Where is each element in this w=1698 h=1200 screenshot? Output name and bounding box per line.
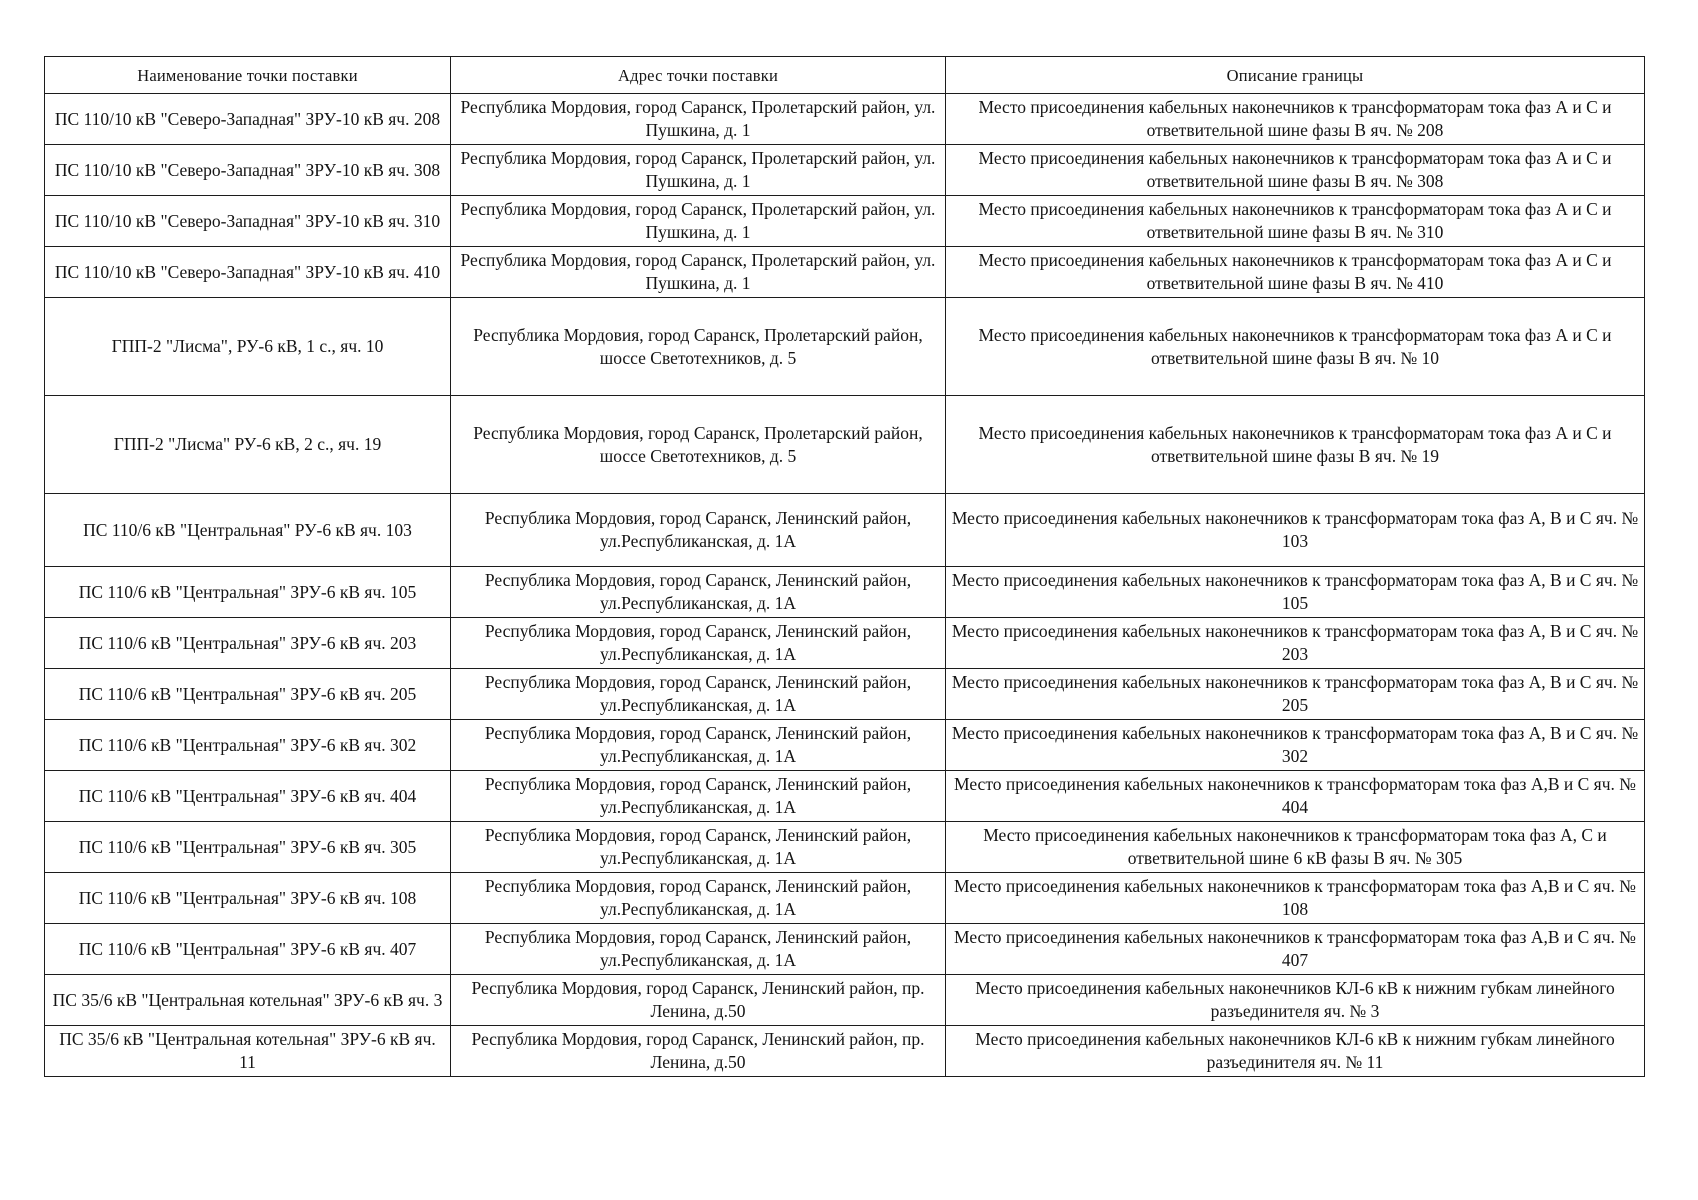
point-name-cell: ПС 110/10 кВ "Северо-Западная" ЗРУ-10 кВ яч. 410 <box>45 247 451 298</box>
table-row <box>45 196 1645 247</box>
point-name-cell: ПС 110/6 кВ "Центральная" ЗРУ-6 кВ яч. 105 <box>45 567 451 618</box>
point-name-cell: ГПП-2 "Лисма", РУ-6 кВ, 1 с., яч. 10 <box>45 298 451 396</box>
point-address-cell: Республика Мордовия, город Саранск, Ленинский район, ул.Республиканская, д. 1А <box>451 618 946 669</box>
point-address-cell: Республика Мордовия, город Саранск, Ленинский район, ул.Республиканская, д. 1А <box>451 669 946 720</box>
header-boundary-description: Описание границы <box>946 57 1645 94</box>
point-address-cell: Республика Мордовия, город Саранск, Пролетарский район, шоссе Светотехников, д. 5 <box>451 396 946 494</box>
boundary-description-cell: Место присоединения кабельных наконечников к трансформаторам тока фаз А,В и С яч. № 404 <box>946 771 1645 822</box>
header-point-address: Адрес точки поставки <box>451 57 946 94</box>
point-name-cell: ПС 110/10 кВ "Северо-Западная" ЗРУ-10 кВ яч. 310 <box>45 196 451 247</box>
table-row <box>45 873 1645 924</box>
point-name-cell: ПС 110/6 кВ "Центральная" ЗРУ-6 кВ яч. 407 <box>45 924 451 975</box>
boundary-description-cell: Место присоединения кабельных наконечников к трансформаторам тока фаз А и С и ответвительной шине фазы В яч. № 208 <box>946 94 1645 145</box>
boundary-description-cell: Место присоединения кабельных наконечников к трансформаторам тока фаз А, В и С яч. № 302 <box>946 720 1645 771</box>
point-address-cell: Республика Мордовия, город Саранск, Ленинский район, ул.Республиканская, д. 1А <box>451 494 946 567</box>
boundary-description-cell: Место присоединения кабельных наконечников к трансформаторам тока фаз А и С и ответвительной шине фазы В яч. № 308 <box>946 145 1645 196</box>
point-name-cell: ПС 110/6 кВ "Центральная" ЗРУ-6 кВ яч. 302 <box>45 720 451 771</box>
table-row <box>45 975 1645 1026</box>
point-name-cell: ПС 110/6 кВ "Центральная" ЗРУ-6 кВ яч. 205 <box>45 669 451 720</box>
boundary-description-cell: Место присоединения кабельных наконечников к трансформаторам тока фаз А, В и С яч. № 205 <box>946 669 1645 720</box>
table-row <box>45 494 1645 567</box>
table-row <box>45 567 1645 618</box>
table-row <box>45 298 1645 396</box>
point-address-cell: Республика Мордовия, город Саранск, Ленинский район, ул.Республиканская, д. 1А <box>451 771 946 822</box>
point-address-cell: Республика Мордовия, город Саранск, Ленинский район, ул.Республиканская, д. 1А <box>451 924 946 975</box>
table-row <box>45 94 1645 145</box>
boundary-description-cell: Место присоединения кабельных наконечников к трансформаторам тока фаз А и С и ответвительной шине фазы В яч. № 19 <box>946 396 1645 494</box>
point-name-cell: ПС 35/6 кВ "Центральная котельная" ЗРУ-6 кВ яч. 11 <box>45 1026 451 1077</box>
boundary-description-cell: Место присоединения кабельных наконечников к трансформаторам тока фаз А, С и ответвительной шине 6 кВ фазы В яч. № 305 <box>946 822 1645 873</box>
delivery-points-table <box>44 56 1645 1077</box>
table-row <box>45 1026 1645 1077</box>
table-row <box>45 145 1645 196</box>
point-name-cell: ПС 110/6 кВ "Центральная" ЗРУ-6 кВ яч. 108 <box>45 873 451 924</box>
point-name-cell: ПС 110/6 кВ "Центральная" ЗРУ-6 кВ яч. 404 <box>45 771 451 822</box>
boundary-description-cell: Место присоединения кабельных наконечников КЛ-6 кВ к нижним губкам линейного разъединителя яч. № 11 <box>946 1026 1645 1077</box>
point-address-cell: Республика Мордовия, город Саранск, Ленинский район, ул.Республиканская, д. 1А <box>451 567 946 618</box>
boundary-description-cell: Место присоединения кабельных наконечников к трансформаторам тока фаз А, В и С яч. № 203 <box>946 618 1645 669</box>
point-name-cell: ПС 110/10 кВ "Северо-Западная" ЗРУ-10 кВ яч. 308 <box>45 145 451 196</box>
boundary-description-cell: Место присоединения кабельных наконечников к трансформаторам тока фаз А и С и ответвительной шине фазы В яч. № 10 <box>946 298 1645 396</box>
point-address-cell: Республика Мордовия, город Саранск, Пролетарский район, ул. Пушкина, д. 1 <box>451 247 946 298</box>
boundary-description-cell: Место присоединения кабельных наконечников к трансформаторам тока фаз А,В и С яч. № 407 <box>946 924 1645 975</box>
boundary-description-cell: Место присоединения кабельных наконечников КЛ-6 кВ к нижним губкам линейного разъединителя яч. № 3 <box>946 975 1645 1026</box>
header-point-name: Наименование точки поставки <box>45 57 451 94</box>
boundary-description-cell: Место присоединения кабельных наконечников к трансформаторам тока фаз А,В и С яч. № 108 <box>946 873 1645 924</box>
table-row <box>45 669 1645 720</box>
point-name-cell: ПС 110/6 кВ "Центральная" ЗРУ-6 кВ яч. 305 <box>45 822 451 873</box>
table-row <box>45 247 1645 298</box>
point-name-cell: ПС 110/6 кВ "Центральная" РУ-6 кВ яч. 103 <box>45 494 451 567</box>
point-address-cell: Республика Мордовия, город Саранск, Ленинский район, ул.Республиканская, д. 1А <box>451 822 946 873</box>
table-row <box>45 924 1645 975</box>
point-name-cell: ПС 35/6 кВ "Центральная котельная" ЗРУ-6 кВ яч. 3 <box>45 975 451 1026</box>
table-row <box>45 822 1645 873</box>
point-address-cell: Республика Мордовия, город Саранск, Пролетарский район, ул. Пушкина, д. 1 <box>451 145 946 196</box>
table-row <box>45 771 1645 822</box>
point-address-cell: Республика Мордовия, город Саранск, Ленинский район, ул.Республиканская, д. 1А <box>451 873 946 924</box>
boundary-description-cell: Место присоединения кабельных наконечников к трансформаторам тока фаз А и С и ответвительной шине фазы В яч. № 310 <box>946 196 1645 247</box>
boundary-description-cell: Место присоединения кабельных наконечников к трансформаторам тока фаз А и С и ответвительной шине фазы В яч. № 410 <box>946 247 1645 298</box>
point-address-cell: Республика Мордовия, город Саранск, Ленинский район, пр. Ленина, д.50 <box>451 975 946 1026</box>
point-address-cell: Республика Мордовия, город Саранск, Пролетарский район, шоссе Светотехников, д. 5 <box>451 298 946 396</box>
boundary-description-cell: Место присоединения кабельных наконечников к трансформаторам тока фаз А, В и С яч. № 103 <box>946 494 1645 567</box>
table-header-row <box>45 57 1645 94</box>
point-address-cell: Республика Мордовия, город Саранск, Пролетарский район, ул. Пушкина, д. 1 <box>451 196 946 247</box>
point-address-cell: Республика Мордовия, город Саранск, Ленинский район, пр. Ленина, д.50 <box>451 1026 946 1077</box>
table-row <box>45 720 1645 771</box>
point-name-cell: ГПП-2 "Лисма" РУ-6 кВ, 2 с., яч. 19 <box>45 396 451 494</box>
table-row <box>45 618 1645 669</box>
point-name-cell: ПС 110/10 кВ "Северо-Западная" ЗРУ-10 кВ яч. 208 <box>45 94 451 145</box>
table-row <box>45 396 1645 494</box>
point-address-cell: Республика Мордовия, город Саранск, Пролетарский район, ул. Пушкина, д. 1 <box>451 94 946 145</box>
point-name-cell: ПС 110/6 кВ "Центральная" ЗРУ-6 кВ яч. 203 <box>45 618 451 669</box>
point-address-cell: Республика Мордовия, город Саранск, Ленинский район, ул.Республиканская, д. 1А <box>451 720 946 771</box>
boundary-description-cell: Место присоединения кабельных наконечников к трансформаторам тока фаз А, В и С яч. № 105 <box>946 567 1645 618</box>
document-page <box>44 56 1644 1077</box>
